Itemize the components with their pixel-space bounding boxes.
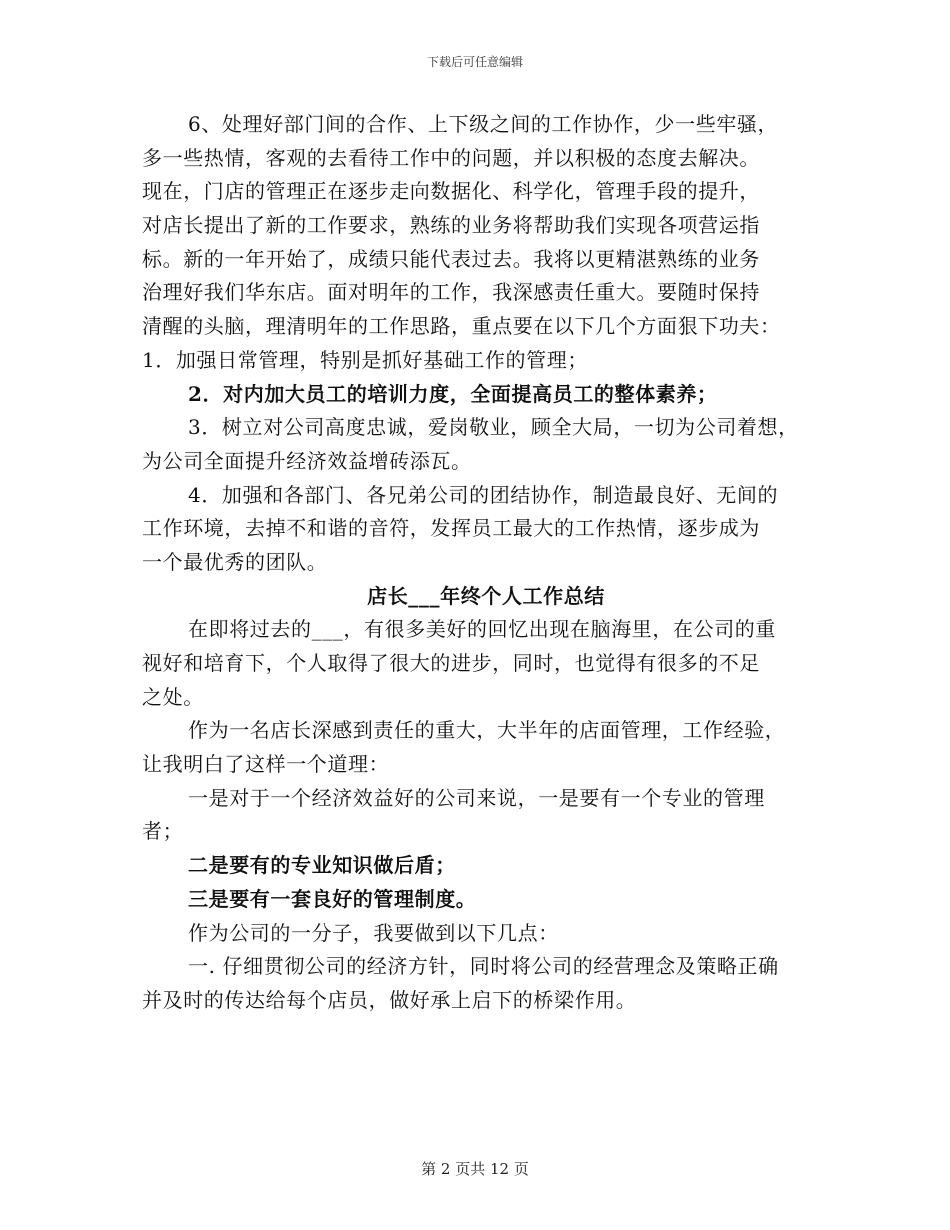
paragraph-line: 多一些热情，客观的去看待工作中的问题，并以积极的态度去解决。 — [142, 145, 760, 170]
paragraph-line: 治理好我们华东店。面对明年的工作，我深感责任重大。要随时保持 — [142, 280, 760, 305]
paragraph-line: 一个最优秀的团队。 — [142, 549, 328, 574]
paragraph-line: 作为公司的一分子，我要做到以下几点： — [188, 920, 559, 945]
list-item: 一. 仔细贯彻公司的经济方针，同时将公司的经营理念及策略正确 — [188, 954, 779, 979]
paragraph-line: 三是要有一套良好的管理制度。 — [188, 886, 477, 911]
paragraph-line: 视好和培育下，个人取得了很大的进步，同时，也觉得有很多的不足 — [142, 651, 760, 675]
page-footer: 第 2 页共 12 页 — [421, 1160, 529, 1178]
paragraph-line: 现在，门店的管理正在逐步走向数据化、科学化，管理手段的提升， — [142, 179, 760, 204]
paragraph-line: 一是对于一个经济效益好的公司来说，一是要有一个专业的管理 — [188, 785, 765, 810]
list-item: 1．加强日常管理，特别是抓好基础工作的管理； — [142, 347, 588, 372]
list-item: 3．树立对公司高度忠诚，爱岗敬业，顾全大局，一切为公司着想， — [188, 415, 799, 440]
paragraph-line: 并及时的传达给每个店员，做好承上启下的桥梁作用。 — [142, 987, 637, 1012]
document-body — [142, 108, 822, 1018]
paragraph-line: 工作环境，去掉不和谐的音符，发挥员工最大的工作热情，逐步成为 — [142, 516, 760, 541]
list-item: 2．对内加大员工的培训力度，全面提高员工的整体素养； — [188, 381, 718, 406]
paragraph-line: 者； — [142, 819, 184, 844]
paragraph-line: 之处。 — [142, 684, 204, 709]
section-title: 店长___年终个人工作总结 — [367, 583, 605, 608]
paragraph-line: 作为一名店长深感到责任的重大，大半年的店面管理，工作经验， — [188, 718, 786, 743]
paragraph-line: 为公司全面提升经济效益增砖添瓦。 — [142, 448, 472, 473]
paragraph-line: 让我明白了这样一个道理： — [142, 752, 390, 777]
paragraph-line: 6、处理好部门间的合作、上下级之间的工作协作，少一些牢骚， — [188, 112, 779, 136]
paragraph-line: 清醒的头脑，理清明年的工作思路，重点要在以下几个方面狠下功夫： — [142, 314, 781, 339]
paragraph-line: 标。新的一年开始了，成绩只能代表过去。我将以更精湛熟练的业务 — [142, 246, 760, 271]
paragraph-line: 二是要有的专业知识做后盾； — [188, 853, 456, 878]
paragraph-line: 在即将过去的___，有很多美好的回忆出现在脑海里，在公司的重 — [188, 617, 776, 642]
paragraph-line: 对店长提出了新的工作要求，熟练的业务将帮助我们实现各项营运指 — [142, 213, 760, 238]
list-item: 4．加强和各部门、各兄弟公司的团结协作，制造最良好、无间的 — [188, 482, 779, 507]
page-header: 下载后可任意编辑 — [426, 55, 523, 69]
